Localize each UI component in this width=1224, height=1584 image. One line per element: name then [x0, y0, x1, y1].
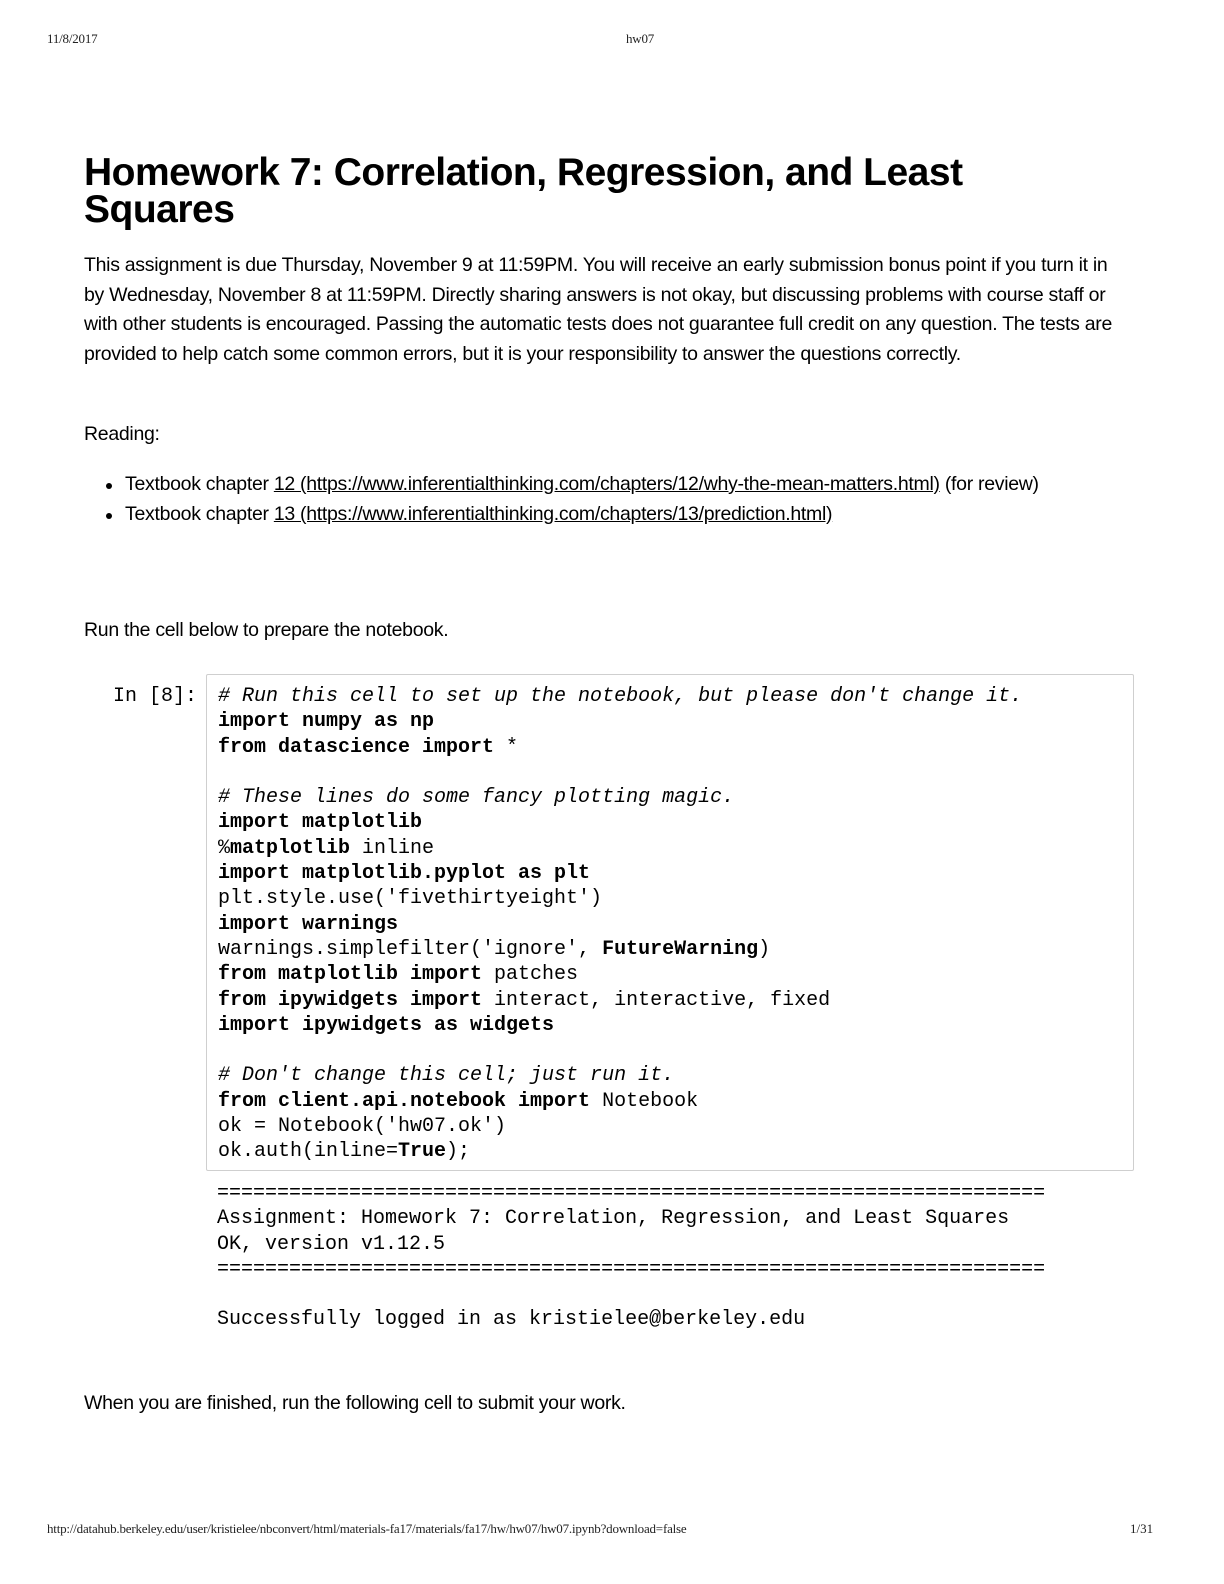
code-line — [218, 1063, 1022, 1088]
code-line — [218, 684, 1022, 709]
code-text: * — [494, 735, 519, 759]
reading-label: Reading: — [84, 423, 160, 445]
output-line: ===================================================================== — [217, 1182, 1046, 1205]
code-text: interact, interactive, fixed — [482, 988, 831, 1012]
code-comment: # Run this cell to set up the notebook, but please don't change it. — [218, 685, 1023, 708]
reading-item-prefix: Textbook chapter — [125, 473, 274, 495]
code-text: ok = Notebook('hw07.ok') — [218, 1115, 507, 1139]
code-text: plt.style.use('fivethirtyeight') — [218, 887, 603, 911]
code-keyword: import numpy as np — [218, 710, 435, 734]
output-line — [217, 1282, 1045, 1307]
code-text: patches — [482, 963, 579, 987]
code-keyword: import warnings — [218, 912, 399, 936]
code-keyword: from matplotlib import — [218, 963, 483, 987]
code-line — [218, 1013, 1022, 1038]
code-line — [218, 1139, 1022, 1164]
chapter-13-link[interactable]: 13 (https://www.inferentialthinking.com/chapters/13/prediction.html) — [273, 502, 833, 525]
code-line — [218, 709, 1022, 734]
code-line — [218, 1089, 1022, 1114]
print-header-date: 11/8/2017 — [47, 31, 98, 46]
reading-item — [125, 470, 1165, 500]
print-footer-url: http://datahub.berkeley.edu/user/kristielee/nbconvert/html/materials-fa17/materials/fa17/hw/hw07/hw07.ipynb?download=false — [47, 1521, 687, 1536]
code-line — [218, 962, 1022, 987]
code-line — [218, 1038, 1022, 1063]
output-line: OK, version v1.12.5 — [217, 1232, 446, 1256]
code-text: ); — [446, 1140, 471, 1164]
code-line — [218, 861, 1022, 886]
reading-item — [125, 500, 1165, 530]
code-line — [218, 937, 1022, 962]
code-comment: # Don't change this cell; just run it. — [218, 1064, 675, 1088]
code-keyword: import matplotlib — [218, 811, 423, 835]
code-text: inline — [350, 836, 435, 860]
code-line — [218, 836, 1022, 861]
output-line: Assignment: Homework 7: Correlation, Regression, and Least Squares — [217, 1207, 1010, 1231]
code-line — [218, 988, 1022, 1013]
output-line: ===================================================================== — [217, 1257, 1046, 1281]
cell-prompt: In [8]: — [113, 685, 198, 708]
code-line — [218, 1114, 1022, 1139]
code-keyword: True — [398, 1140, 447, 1164]
code-line — [218, 912, 1022, 937]
code-line — [218, 886, 1022, 911]
code-line — [218, 810, 1022, 835]
reading-item-suffix: (for review) — [939, 473, 1039, 495]
notebook-title: Homework 7: Correlation, Regression, and Least Squares — [84, 151, 963, 231]
code-text: warnings.simplefilter('ignore', — [218, 937, 603, 961]
code-keyword: FutureWarning — [602, 937, 759, 961]
code-text: Notebook — [590, 1089, 699, 1113]
code-keyword: import ipywidgets as widgets — [218, 1013, 555, 1037]
code-text: ok.auth(inline= — [218, 1140, 399, 1164]
code-line — [218, 735, 1022, 760]
print-footer-page: 1/31 — [1130, 1521, 1154, 1536]
code-cell-source[interactable] — [218, 684, 1022, 1165]
chapter-12-link[interactable]: 12 (https://www.inferentialthinking.com/chapters/12/why-the-mean-matters.html) — [273, 473, 940, 495]
code-line — [218, 760, 1022, 785]
code-keyword: from ipywidgets import — [218, 988, 483, 1012]
code-text: % — [218, 836, 231, 860]
intro-paragraph: This assignment is due Thursday, November 9 at 11:59PM. You will receive an early submission bonus point if you turn it in by Wednesday, November 8 at 11:59PM. Directly sharing answers is not okay, but discussing problems with course staff or with other students is encouraged. Passing the automatic tests does not guarantee full credit on any question. The tests are provided to help catch some common errors, but it is your responsibility to answer the questions correctly. — [84, 254, 1112, 366]
output-line: Successfully logged in as kristielee@berkeley.edu — [217, 1308, 806, 1332]
code-text: ) — [758, 937, 771, 961]
code-comment: # These lines do some fancy plotting magic. — [218, 786, 735, 810]
code-keyword: from datascience import — [218, 735, 495, 759]
code-keyword: from client.api.notebook import — [218, 1089, 591, 1113]
run-prep-instruction: Run the cell below to prepare the notebook. — [84, 619, 449, 641]
print-header-title: hw07 — [626, 31, 655, 46]
submit-instruction: When you are finished, run the following cell to submit your work. — [84, 1392, 626, 1414]
reading-list — [84, 470, 1165, 529]
reading-item-prefix: Textbook chapter — [125, 502, 274, 525]
code-keyword: matplotlib — [230, 836, 351, 860]
code-keyword: import matplotlib.pyplot as plt — [218, 862, 591, 886]
code-line — [218, 785, 1022, 810]
code-cell-output — [217, 1181, 1045, 1333]
